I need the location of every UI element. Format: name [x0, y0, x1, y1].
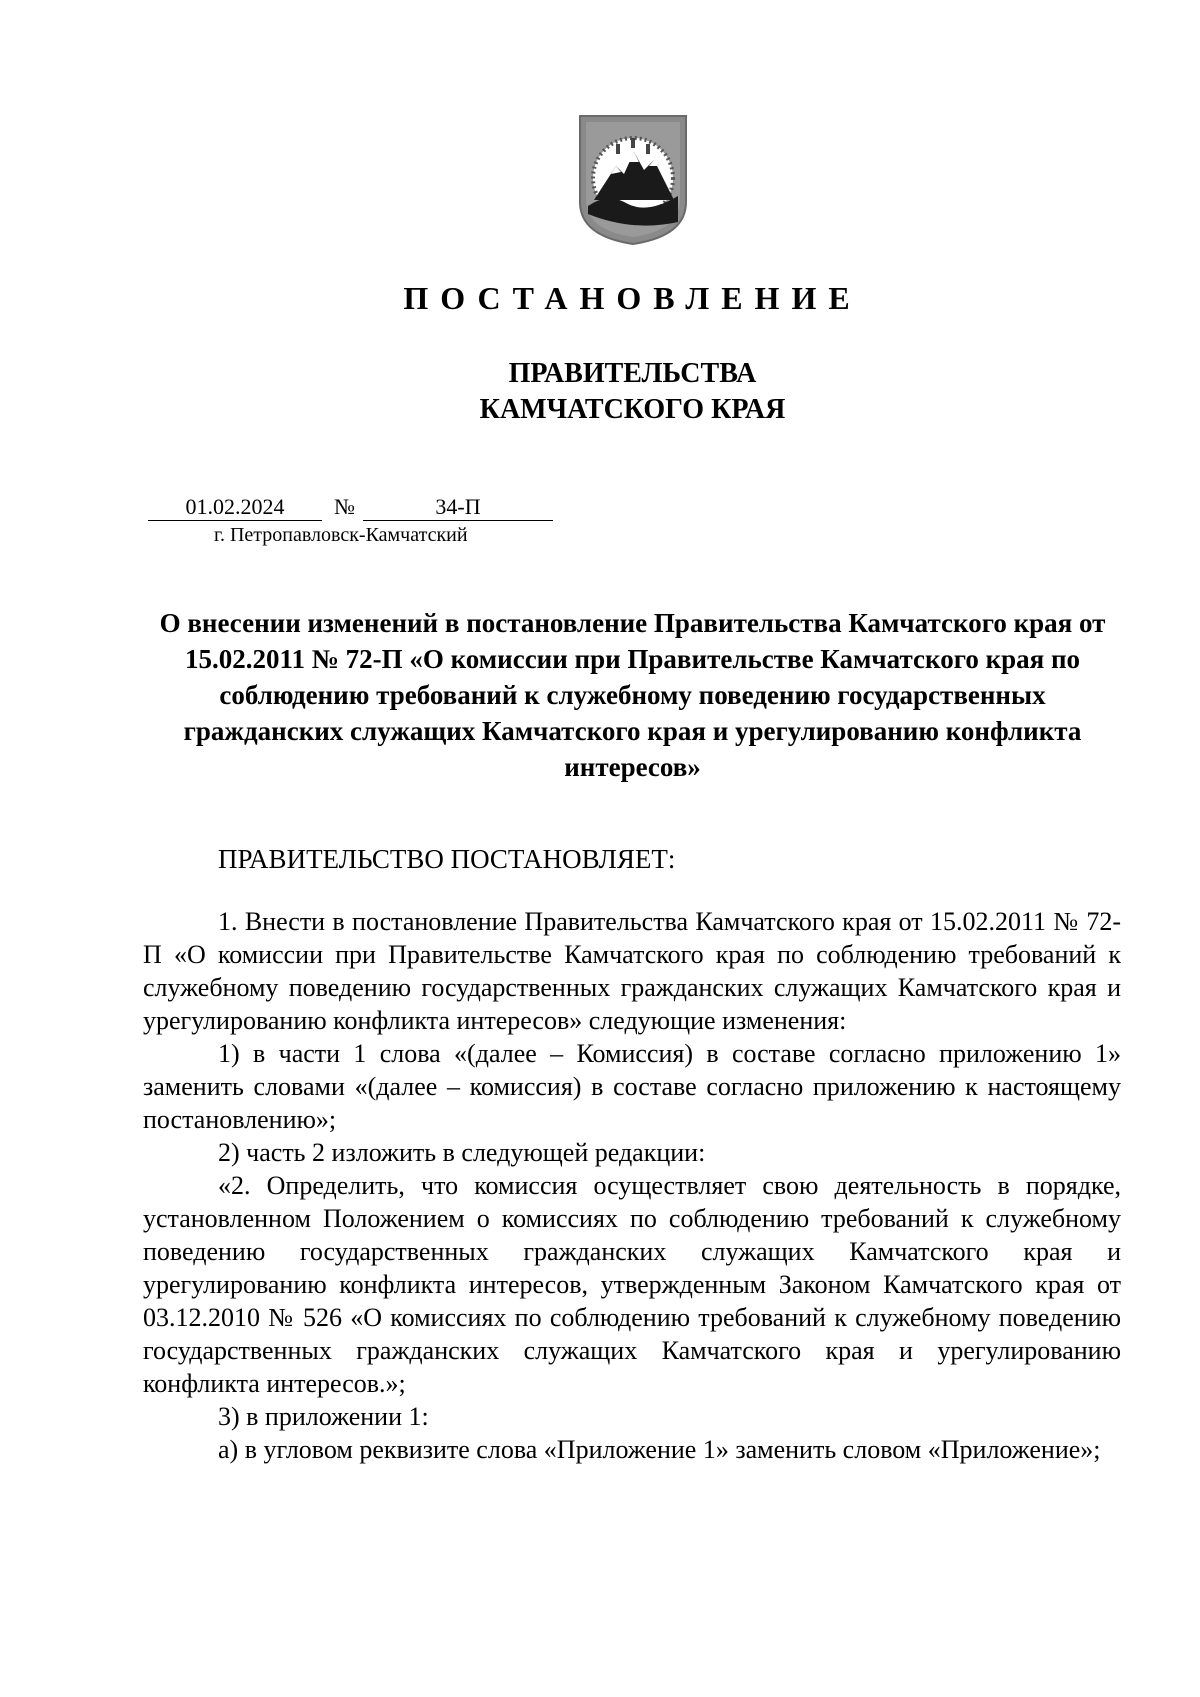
paragraph: 3) в приложении 1: — [218, 1402, 429, 1431]
paragraph: 2) часть 2 изложить в следующей редакции: — [218, 1138, 706, 1167]
paragraph: а) в угловом реквизите слова «Приложение 1» заменить словом «Приложение»; — [218, 1435, 1101, 1464]
paragraph: «2. Определить, что комиссия осуществляет свою деятельность в порядке, установленном Положением о комиссиях по соблюдению требований к служебному поведению государственных гражданских служащих Камчатского края и урегулированию конфликта интересов, утвержденным Законом Камчатского края от 03.12.2010 № 526 «О комиссиях по соблюдению требований к служебному поведению государственных гражданских служащих Камчатского края и урегулированию конфликта интересов.»; — [143, 1171, 1121, 1398]
document-body — [143, 905, 1121, 1466]
coat-of-arms-emblem — [578, 114, 688, 246]
document-date: 01.02.2024 — [148, 494, 322, 521]
document-number: 34-П — [363, 494, 553, 521]
resolve-heading: ПРАВИТЕЛЬСТВО ПОСТАНОВЛЯЕТ: — [218, 844, 676, 874]
paragraph: 1. Внести в постановление Правительства Камчатского края от 15.02.2011 № 72-П «О комиссии при Правительстве Камчатского края по соблюдению требований к служебному поведению государственных гражданских служащих Камчатского края и урегулированию конфликта интересов» следующие изменения: — [143, 907, 1121, 1035]
paragraph: 1) в части 1 слова «(далее – Комиссия) в составе согласно приложению 1» заменить словами «(далее – комиссия) в составе согласно приложению к настоящему постановлению»; — [143, 1039, 1121, 1134]
document-city: г. Петропавловск-Камчатский — [214, 524, 468, 546]
number-sign: № — [334, 494, 355, 519]
authority-line-2: КАМЧАТСКОГО КРАЯ — [479, 394, 786, 425]
authority-line-1: ПРАВИТЕЛЬСТВА — [508, 358, 757, 389]
document-subject: О внесении изменений в постановление Правительства Камчатского края от 15.02.2011 № 72-П «О комиссии при Правительстве Камчатского края по соблюдению требований к служебному поведению государственных гражданских служащих Камчатского края и урегулированию конфликта интересов» — [159, 608, 1106, 782]
document-type-title: ПОСТАНОВЛЕНИЕ — [403, 280, 862, 316]
issuing-authority — [0, 356, 1200, 428]
